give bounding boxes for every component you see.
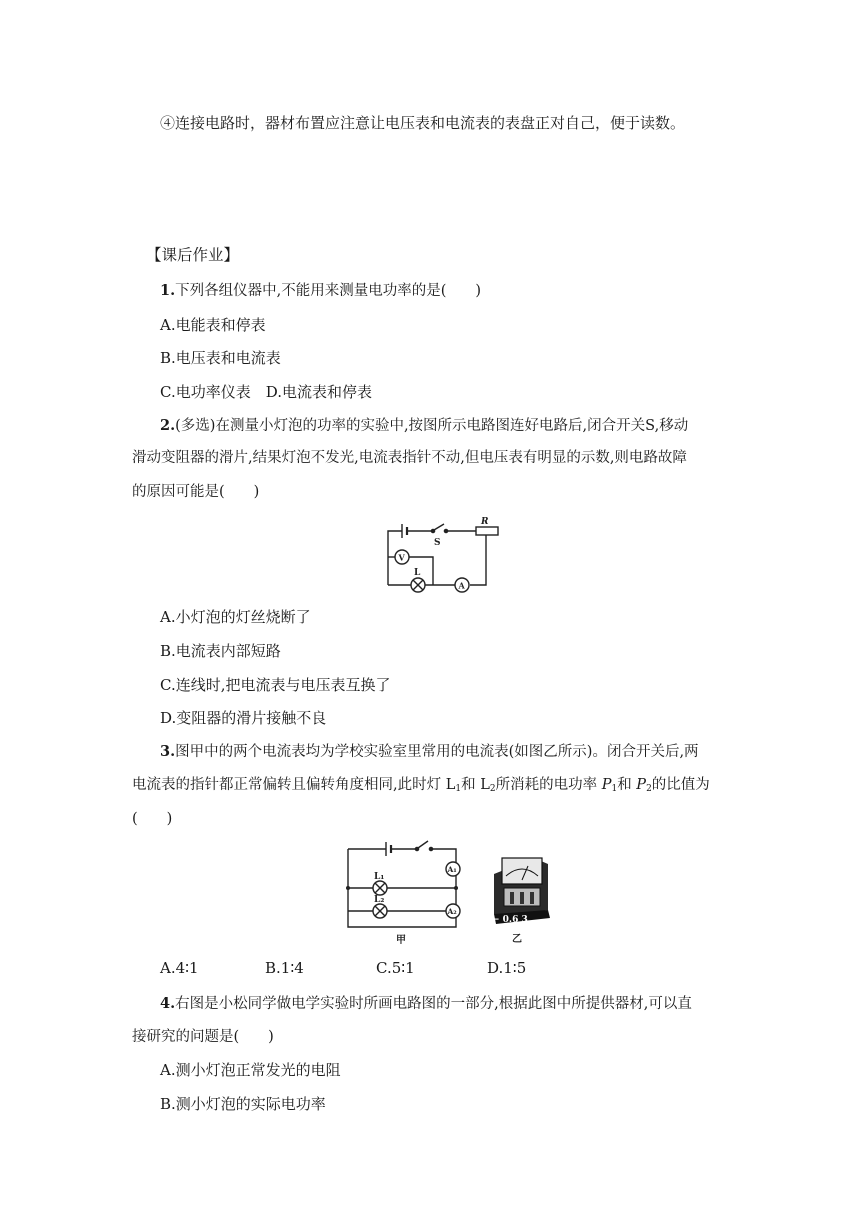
question-3-line-3: ( ) xyxy=(132,811,173,827)
subscript: 2 xyxy=(489,784,496,794)
q3-ammeter-picture xyxy=(488,854,554,946)
stem-text: 电流表的指针都正常偏转且偏转角度相同,此时灯 L xyxy=(132,777,456,793)
subscript: 2 xyxy=(646,784,652,794)
q2-option-a: A.小灯泡的灯丝烧断了 xyxy=(160,608,311,626)
stem-text: 和 xyxy=(617,777,637,793)
q4-option-a: A.测小灯泡正常发光的电阻 xyxy=(160,1061,341,1079)
intro-note: ④连接电路时，器材布置应注意让电压表和电流表的表盘正对自己，便于读数。 xyxy=(160,114,686,132)
q4-option-b: B.测小灯泡的实际电功率 xyxy=(160,1095,326,1113)
question-2-line-1 xyxy=(160,416,688,436)
question-stem: 图甲中的两个电流表均为学校实验室里常用的电流表(如图乙所示)。闭合开关后,两 xyxy=(175,744,699,760)
variable: P xyxy=(636,777,647,793)
rheostat-label: R xyxy=(481,517,489,527)
question-number: 1. xyxy=(160,282,176,299)
question-stem: 右图是小松同学做电学实验时所画电路图的一部分,根据此图中所提供器材,可以直 xyxy=(175,996,692,1012)
section-title: 【课后作业】 xyxy=(146,246,240,264)
caption-jia: 甲 xyxy=(396,935,406,946)
l2-label: L₂ xyxy=(374,895,385,905)
variable: P xyxy=(601,777,612,793)
question-stem: 下列各组仪器中,不能用来测量电功率的是( ) xyxy=(175,283,482,299)
q3-option-a: A.4∶1 xyxy=(160,959,199,977)
a2-label: A₂ xyxy=(447,907,457,916)
question-3-line-2 xyxy=(132,775,710,799)
q2-option-b: B.电流表内部短路 xyxy=(160,642,281,660)
q3-option-d: D.1∶5 xyxy=(487,959,527,977)
stem-text: 的比值为 xyxy=(651,777,710,793)
question-number: 3. xyxy=(160,743,176,760)
question-stem: (多选)在测量小灯泡的功率的实验中,按图所示电路图连好电路后,闭合开关S,移动 xyxy=(175,418,689,434)
stem-text: 所消耗的电功率 xyxy=(495,777,602,793)
q1-option-cd: C.电功率仪表 D.电流表和停表 xyxy=(160,383,372,401)
question-4-line-1 xyxy=(160,994,692,1014)
voltmeter-label: V xyxy=(398,552,405,563)
subscript: 1 xyxy=(455,784,462,794)
q3-option-b: B.1∶4 xyxy=(265,959,304,977)
a1-label: A₁ xyxy=(447,865,457,874)
question-number: 2. xyxy=(160,417,176,434)
caption-yi: 乙 xyxy=(512,934,522,945)
question-2-line-2: 滑动变阻器的滑片,结果灯泡不发光,电流表指针不动,但电压表有明显的示数,则电路故障 xyxy=(132,450,687,466)
ammeter-label: A xyxy=(458,580,465,591)
q3-circuit-diagram xyxy=(340,835,464,947)
question-2-line-3: 的原因可能是( ) xyxy=(132,484,260,500)
switch-label: S xyxy=(434,538,441,548)
q1-option-a: A.电能表和停表 xyxy=(160,316,266,334)
question-3-line-1 xyxy=(160,742,699,762)
stem-text: 和 L xyxy=(461,777,490,793)
question-1 xyxy=(160,281,481,301)
q2-option-c: C.连线时,把电流表与电压表互换了 xyxy=(160,676,391,694)
q1-option-b: B.电压表和电流表 xyxy=(160,349,281,367)
question-number: 4. xyxy=(160,995,176,1012)
q2-circuit-diagram xyxy=(378,515,502,593)
meter-scale-label: − 0.6 3 xyxy=(492,915,528,925)
question-4-line-2: 接研究的问题是( ) xyxy=(132,1029,274,1045)
subscript: 1 xyxy=(611,784,618,794)
l1-label: L₁ xyxy=(374,872,385,882)
q3-option-c: C.5∶1 xyxy=(376,959,415,977)
q2-option-d: D.变阻器的滑片接触不良 xyxy=(160,709,327,727)
lamp-label: L xyxy=(414,568,421,578)
